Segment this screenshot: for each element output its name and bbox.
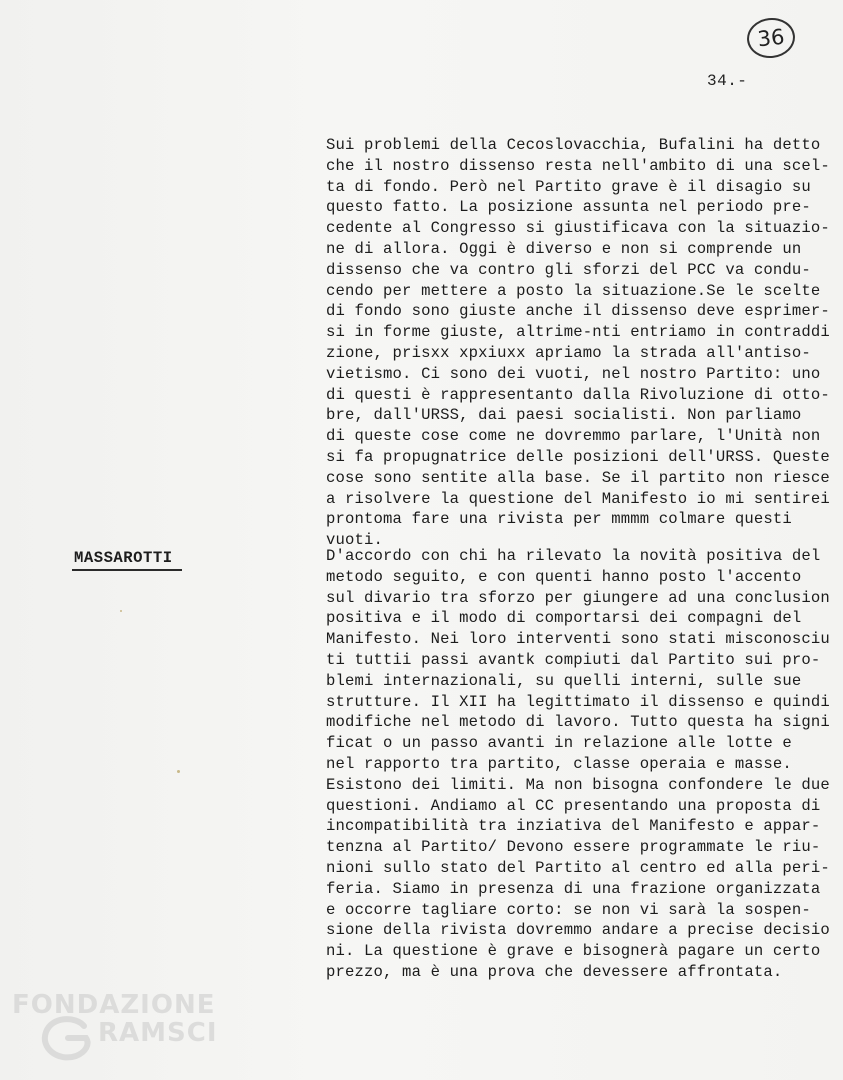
- text-line: incompatibilità tra inziativa del Manifesto e appar-: [326, 817, 821, 836]
- text-line: questioni. Andiamo al CC presentando una proposta di: [326, 796, 821, 815]
- text-line: vietismo. Ci sono dei vuoti, nel nostro Partito: uno: [326, 364, 821, 383]
- text-line: positiva e il modo di comportarsi dei compagni del: [326, 609, 802, 628]
- text-line: sione della rivista dovremmo andare a precise decisio: [326, 921, 830, 940]
- text-line: ni. La questione è grave e bisognerà pagare un certo: [326, 942, 821, 961]
- text-line: feria. Siamo in presenza di una frazione organizzata: [326, 879, 821, 898]
- text-line: che il nostro dissenso resta nell'ambito di una scel-: [326, 156, 830, 175]
- text-line: a risolvere la questione del Manifesto io mi sentirei: [326, 489, 830, 508]
- text-line: cose sono sentite alla base. Se il partito non riesce: [326, 468, 830, 487]
- text-line: metodo seguito, e con quenti hanno posto l'accento: [326, 567, 802, 586]
- archive-page-stamp: 36: [745, 16, 797, 61]
- text-line: ne di allora. Oggi è diverso e non si comprende un: [326, 239, 802, 258]
- page-number: 34.-: [707, 72, 748, 90]
- text-line: ti tuttii passi avantk compiuti dal Partito sui pro-: [326, 650, 821, 669]
- foundation-watermark: [6, 990, 226, 1070]
- text-line: modifiche nel metodo di lavoro. Tutto questa ha signi: [326, 713, 830, 732]
- paper-speck: [120, 610, 122, 612]
- paper-speck: [177, 770, 180, 773]
- speaker-name: MASSAROTTI: [74, 549, 173, 567]
- text-line: prontoma fare una rivista per mmmm colmare questi: [326, 510, 792, 529]
- text-line: nel rapporto tra partito, classe operaia e masse.: [326, 754, 792, 773]
- text-line: si in forme giuste, altrime-nti entriamo in contraddi: [326, 323, 830, 342]
- text-line: e occorre tagliare corto: se non vi sarà la sospen-: [326, 900, 811, 919]
- text-line: cendo per mettere a posto la situazione.Se le scelte: [326, 281, 821, 300]
- text-line: blemi internazionali, su quelli interni, sulle sue: [326, 671, 802, 690]
- text-line: cedente al Congresso si giustificava con la situazio-: [326, 219, 830, 238]
- text-line: di fondo sono giuste anche il dissenso deve esprimer-: [326, 302, 830, 321]
- text-line: Manifesto. Nei loro interventi sono stati misconosciu: [326, 630, 830, 649]
- paragraph-bufalini-response: [326, 135, 843, 551]
- text-line: vuoti.: [326, 531, 384, 550]
- text-line: questo fatto. La posizione assunta nel periodo pre-: [326, 198, 811, 217]
- text-line: strutture. Il XII ha legittimato il dissenso e quindi: [326, 692, 830, 711]
- text-line: tenzna al Partito/ Devono essere programmate le riu-: [326, 838, 821, 857]
- text-line: D'accordo con chi ha rilevato la novità positiva del: [326, 547, 821, 565]
- text-line: bre, dall'URSS, dai paesi socialisti. Non parliamo: [326, 406, 802, 425]
- text-line: di questi è rappresentanto dalla Rivoluzione di otto-: [326, 385, 830, 404]
- watermark-line-2: RAMSCI: [98, 1018, 218, 1048]
- paragraph-massarotti: [326, 546, 843, 983]
- text-line: sul divario tra sforzo per giungere ad una conclusion: [326, 588, 830, 607]
- speaker-underline: [72, 569, 182, 571]
- text-line: prezzo, ma è una prova che devessere affrontata.: [326, 962, 783, 981]
- text-line: Sui problemi della Cecoslovacchia, Bufalini ha detto: [326, 136, 821, 154]
- text-line: nioni sullo stato del Partito al centro ed alla peri-: [326, 858, 830, 877]
- text-line: Esistono dei limiti. Ma non bisogna confondere le due: [326, 775, 830, 794]
- text-line: dissenso che va contro gli sforzi del PCC va condu-: [326, 260, 811, 279]
- text-line: ta di fondo. Però nel Partito grave è il disagio su: [326, 177, 811, 196]
- text-line: di queste cose come ne dovremmo parlare, l'Unità non: [326, 427, 821, 446]
- text-line: zione, prisxx xpxiuxx apriamo la strada all'antiso-: [326, 343, 811, 362]
- watermark-line-1: FONDAZIONE: [12, 990, 216, 1020]
- text-line: ficat o un passo avanti in relazione alle lotte e: [326, 734, 792, 753]
- text-line: si fa propugnatrice delle posizioni dell'URSS. Queste: [326, 447, 830, 466]
